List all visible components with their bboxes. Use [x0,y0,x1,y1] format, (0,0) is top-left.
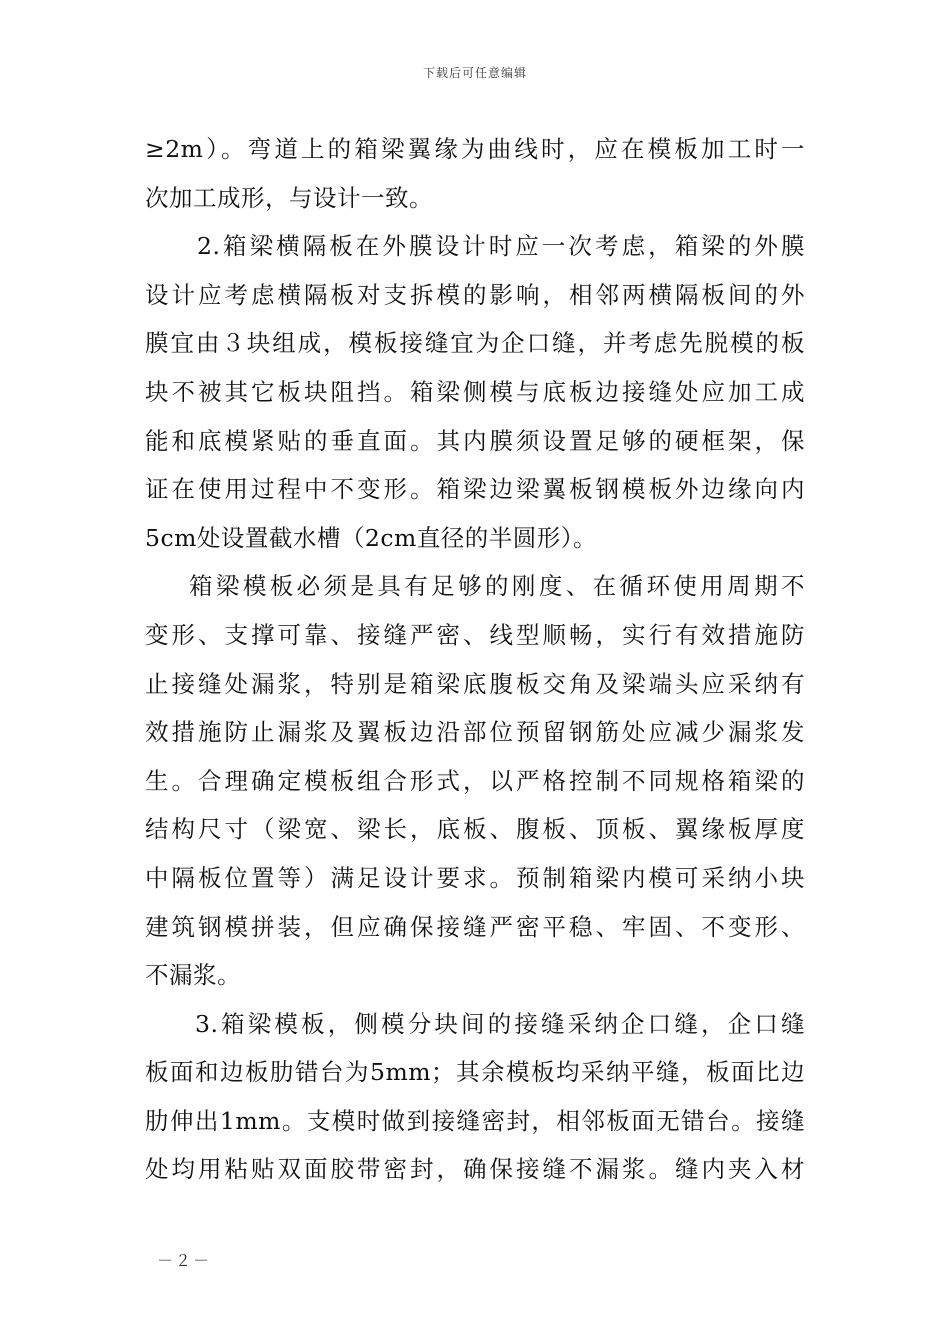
text-line: 块不被其它板块阻挡。箱梁侧模与底板边接缝处应加工成 [145,377,805,406]
text-line: 处均用粘贴双面胶带密封，确保接缝不漏浆。缝内夹入材 [145,1155,805,1184]
document-body [145,125,805,1194]
text-line: 次加工成形，与设计一致。 [145,183,433,212]
text-line: 不漏浆。 [145,961,241,990]
text-line: 建筑钢模拼装，但应确保接缝严密平稳、牢固、不变形、 [145,912,805,941]
text-line: 止接缝处漏浆，特别是箱梁底腹板交角及梁端头应采纳有 [145,669,805,698]
text-line: ≥2m）。弯道上的箱梁翼缘为曲线时，应在模板加工时一 [145,135,805,163]
text-line: 板面和边板肋错台为5mm；其余模板均采纳平缝，板面比边 [145,1058,805,1087]
text-line: 设计应考虑横隔板对支拆模的影响，相邻两横隔板间的外 [145,280,805,309]
page-number: －２－ [157,1251,212,1270]
text-line: 肋伸出1mm。支模时做到接缝密封，相邻板面无错台。接缝 [145,1106,805,1135]
text-line: 能和底模紧贴的垂直面。其内膜须设置足够的硬框架，保 [145,426,805,455]
text-line: 中隔板位置等）满足设计要求。预制箱梁内模可采纳小块 [145,863,805,892]
text-line: 生。合理确定模板组合形式，以严格控制不同规格箱梁的 [145,766,805,795]
page-header: 下载后可任意编辑 [422,66,527,80]
text-line: 效措施防止漏浆及翼板边沿部位预留钢筋处应减少漏浆发 [145,718,805,747]
text-line: 2.箱梁横隔板在外膜设计时应一次考虑，箱梁的外膜 [197,232,805,261]
text-line: 证在使用过程中不变形。箱梁边梁翼板钢模板外边缘向内 [145,475,805,504]
text-line: 5cm处设置截水槽（2cm直径的半圆形）。 [145,523,598,552]
text-line: 结构尺寸（梁宽、梁长，底板、腹板、顶板、翼缘板厚度 [145,815,805,844]
text-line: 变形、支撑可靠、接缝严密、线型顺畅，实行有效措施防 [145,620,805,649]
text-line: 箱梁模板必须是具有足够的刚度、在循环使用周期不 [189,572,805,601]
text-line: 3.箱梁模板，侧模分块间的接缝采纳企口缝，企口缝 [195,1009,805,1038]
text-line: 膜宜由３块组成，模板接缝宜为企口缝，并考虑先脱模的板 [145,329,805,358]
